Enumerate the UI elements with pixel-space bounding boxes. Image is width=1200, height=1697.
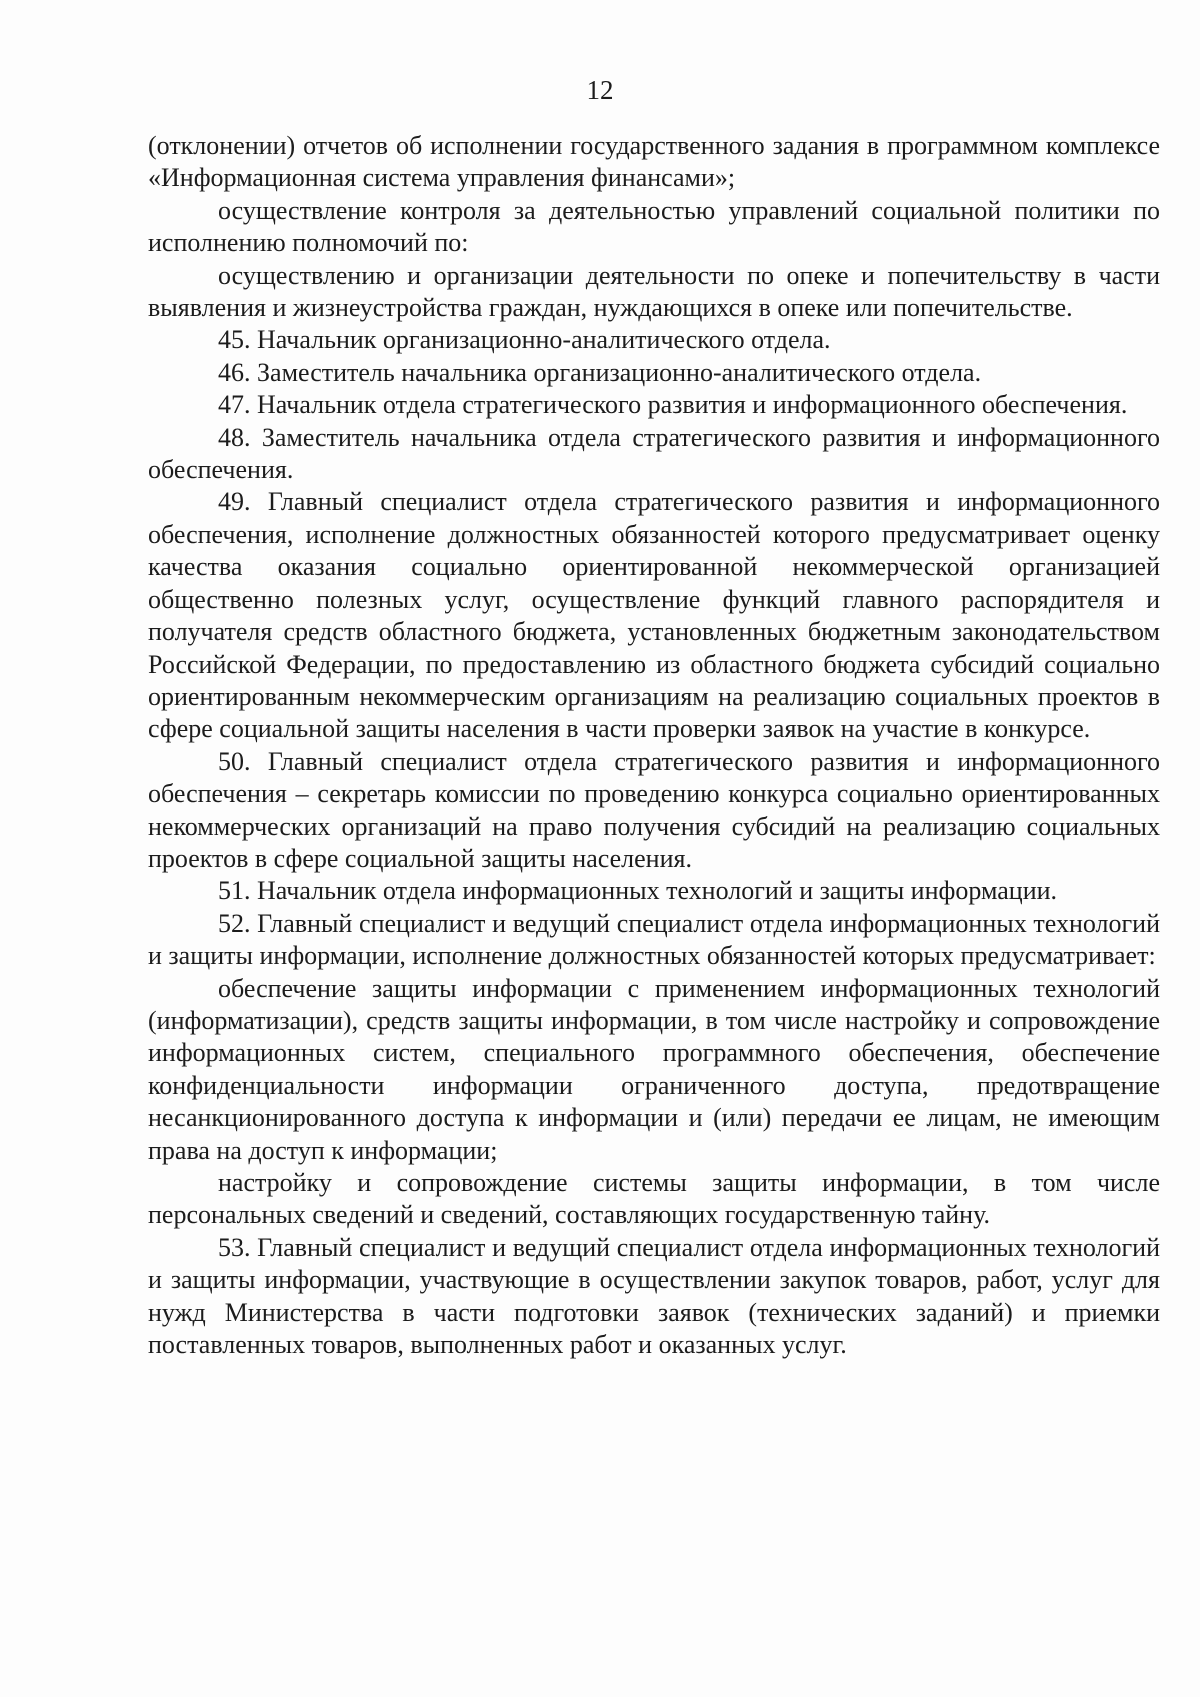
- paragraph: 46. Заместитель начальника организационно-аналитического отдела.: [218, 357, 982, 387]
- paragraph: настройку и сопровождение системы защиты информации, в том числе персональных сведений и сведений, составляющих государственную тайну.: [148, 1168, 1160, 1230]
- paragraph: (отклонении) отчетов об исполнении государственного задания в программном комплексе «Информационная система управления финансами»;: [148, 131, 1160, 193]
- page-number: 12: [586, 75, 614, 105]
- paragraph: 51. Начальник отдела информационных технологий и защиты информации.: [218, 876, 1058, 906]
- paragraph: 45. Начальник организационно-аналитического отдела.: [218, 325, 831, 355]
- paragraph: 47. Начальник отдела стратегического развития и информационного обеспечения.: [218, 390, 1128, 420]
- paragraph: 52. Главный специалист и ведущий специалист отдела информационных технологий и защиты информации, исполнение должностных обязанностей которых предусматривает:: [148, 908, 1160, 971]
- paragraph: 53. Главный специалист и ведущий специалист отдела информационных технологий и защиты информации, участвующие в осуществлении закупок товаров, работ, услуг для нужд Министерства в части подготовки заявок (технических заданий) и приемки поставленных товаров, выполненных работ и оказанных услуг.: [148, 1232, 1160, 1360]
- paragraph: 50. Главный специалист отдела стратегического развития и информационного обеспечения – секретарь комиссии по проведению конкурса социально ориентированных некоммерческих организаций на право получения субсидий на реализацию социальных проектов в сфере социальной защиты населения.: [148, 746, 1160, 873]
- paragraph: 49. Главный специалист отдела стратегического развития и информационного обеспечения, исполнение должностных обязанностей которого предусматривает оценку качества оказания социально ориентированной некоммерческой организацией общественно полезных услуг, осуществление функций главного распорядителя и получателя средств областного бюджета, установленных бюджетным законодательством Российской Федерации, по предоставлению из областного бюджета субсидий социально ориентированным некоммерческим организациям на реализацию социальных проектов в сфере социальной защиты населения в части проверки заявок на участие в конкурсе.: [148, 487, 1160, 744]
- paragraph: обеспечение защиты информации с применением информационных технологий (информатизации), средств защиты информации, в том числе настройку и сопровождение информационных систем, специального программного обеспечения, обеспечение конфиденциальности информации ограниченного доступа, предотвращение несанкционированного доступа к информации и (или) передачи ее лицам, не имеющим права на доступ к информации;: [148, 973, 1160, 1165]
- paragraph: 48. Заместитель начальника отдела стратегического развития и информационного обеспечения.: [148, 422, 1160, 485]
- paragraph: осуществление контроля за деятельностью управлений социальной политики по исполнению полномочий по:: [148, 195, 1160, 258]
- document-body: [148, 130, 1160, 1361]
- paragraph: осуществлению и организации деятельности по опеке и попечительству в части выявления и жизнеустройства граждан, нуждающихся в опеке или попечительстве.: [148, 260, 1160, 323]
